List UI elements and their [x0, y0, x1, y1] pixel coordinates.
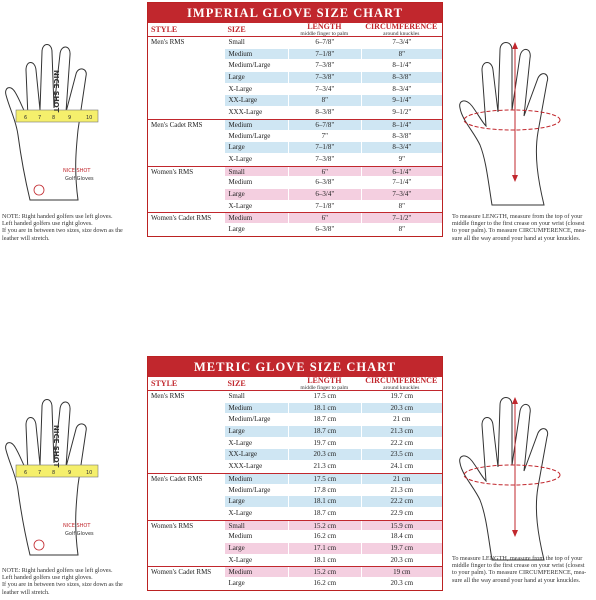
circumference-loop — [464, 110, 560, 130]
cell-length: 7–3/8" — [288, 60, 361, 71]
cell-style — [148, 131, 224, 142]
cell-circumference: 22.9 cm — [361, 508, 442, 519]
ruler-mark: 7 — [38, 470, 42, 476]
table-row — [148, 37, 442, 49]
glove-logo-icon — [34, 540, 44, 550]
cell-size: Medium — [224, 567, 288, 577]
table-row — [148, 426, 442, 438]
table-row — [148, 403, 442, 415]
cell-style — [148, 177, 224, 188]
cell-length: 7" — [288, 131, 361, 142]
cell-style — [148, 414, 224, 425]
note-line: to your palm). To measure CIRCUMFERENCE, mea- — [452, 569, 587, 577]
glove-brand-vertical: NICE SHOT — [52, 425, 60, 468]
table-row — [148, 520, 442, 532]
table-row — [148, 508, 442, 520]
cell-style: Men's Cadet RMS — [148, 120, 224, 130]
table-row — [148, 72, 442, 84]
note-line: NOTE: Right handed golfers use left gloves. — [2, 213, 113, 220]
chart-rows — [148, 37, 442, 236]
cell-size: X-Large — [224, 154, 288, 165]
note-line: Left handed golfers use right gloves. — [2, 220, 93, 228]
table-row — [148, 60, 442, 72]
cell-size: X-Large — [224, 438, 288, 449]
cell-length: 6–7/8" — [288, 120, 361, 130]
header-length-label: LENGTH — [307, 376, 342, 385]
cell-style: Men's RMS — [148, 37, 224, 48]
cell-style — [148, 189, 224, 200]
cell-circumference: 20.3 cm — [361, 578, 442, 589]
cell-size: XX-Large — [224, 449, 288, 460]
table-row — [148, 566, 442, 578]
cell-length: 15.2 cm — [288, 521, 361, 531]
cell-style — [148, 438, 224, 449]
glove-label: Golf Gloves — [65, 176, 94, 182]
ruler-mark: 6 — [24, 115, 28, 121]
cell-style — [148, 49, 224, 60]
table-row — [148, 119, 442, 131]
cell-circumference: 19.7 cm — [361, 391, 442, 402]
cell-style — [148, 496, 224, 507]
cell-style — [148, 72, 224, 83]
cell-length: 17.5 cm — [288, 474, 361, 484]
note-right-metric — [452, 555, 595, 584]
cell-length: 7–1/8" — [288, 142, 361, 153]
cell-circumference: 21 cm — [361, 414, 442, 425]
table-row — [148, 107, 442, 119]
note-line: Left handed golfers use right gloves. — [2, 574, 93, 582]
cell-style — [148, 142, 224, 153]
header-style: STYLE — [151, 379, 178, 388]
cell-style — [148, 508, 224, 519]
note-line: sure all the way around your hand at your knuckles. — [452, 234, 581, 242]
cell-circumference: 8" — [361, 201, 442, 212]
cell-length: 7–1/8" — [288, 49, 361, 60]
ruler-mark: 6 — [24, 470, 28, 476]
table-row — [148, 391, 442, 403]
glove-brand-vertical: NICE SHOT — [52, 70, 60, 113]
ruler-mark: 9 — [68, 470, 72, 476]
table-row — [148, 49, 442, 61]
note-left-imperial — [2, 213, 147, 242]
cell-circumference: 6–1/4" — [361, 167, 442, 177]
cell-style — [148, 449, 224, 460]
cell-size: Large — [224, 72, 288, 83]
cell-circumference: 9" — [361, 154, 442, 165]
cell-size: Large — [224, 543, 288, 554]
header-size: SIZE — [227, 379, 246, 388]
table-row — [148, 578, 442, 590]
cell-length: 18.1 cm — [288, 555, 361, 566]
ruler-mark: 10 — [86, 115, 93, 121]
cell-style: Men's RMS — [148, 391, 224, 402]
cell-size: X-Large — [224, 201, 288, 212]
table-row — [148, 201, 442, 213]
cell-length: 8" — [288, 95, 361, 106]
chart-title: METRIC GLOVE SIZE CHART — [148, 357, 442, 377]
glove-label: Golf Gloves — [65, 531, 94, 537]
note-right-imperial — [452, 213, 595, 242]
cell-size: Medium — [224, 120, 288, 130]
ruler-mark: 7 — [38, 115, 42, 121]
cell-circumference: 7–1/4" — [361, 177, 442, 188]
cell-style — [148, 201, 224, 212]
cell-circumference: 8–1/4" — [361, 120, 442, 130]
cell-size: Large — [224, 142, 288, 153]
cell-size: Medium — [224, 531, 288, 542]
arrow-head-icon — [512, 397, 518, 404]
note-line: middle finger to the first crease on your wrist (closest — [452, 220, 585, 228]
cell-circumference: 8" — [361, 49, 442, 60]
table-row — [148, 531, 442, 543]
table-row — [148, 154, 442, 166]
cell-size: Medium/Large — [224, 131, 288, 142]
table-row — [148, 438, 442, 450]
cell-style — [148, 84, 224, 95]
note-line: NOTE: Right handed golfers use left gloves. — [2, 567, 113, 574]
cell-circumference: 19 cm — [361, 567, 442, 577]
cell-circumference: 8" — [361, 224, 442, 235]
cell-circumference: 15.9 cm — [361, 521, 442, 531]
cell-style — [148, 555, 224, 566]
table-row — [148, 166, 442, 178]
header-length — [288, 23, 361, 36]
cell-length: 8–3/8" — [288, 107, 361, 118]
cell-length: 17.1 cm — [288, 543, 361, 554]
ruler-mark: 8 — [52, 470, 56, 476]
table-row — [148, 555, 442, 567]
cell-length: 20.3 cm — [288, 449, 361, 460]
cell-circumference: 7–3/4" — [361, 189, 442, 200]
header-length — [288, 377, 361, 390]
hand-measure-illustration — [452, 395, 592, 565]
cell-style: Women's Cadet RMS — [148, 213, 224, 223]
cell-size: Large — [224, 496, 288, 507]
cell-size: XX-Large — [224, 95, 288, 106]
header-circ-label: CIRCUMFERENCE — [365, 22, 438, 31]
cell-circumference: 7–1/2" — [361, 213, 442, 223]
cell-circumference: 20.3 cm — [361, 555, 442, 566]
table-row — [148, 543, 442, 555]
cell-style: Women's Cadet RMS — [148, 567, 224, 577]
cell-length: 18.7 cm — [288, 426, 361, 437]
glove-brand: NICE SHOT — [63, 523, 91, 529]
cell-size: XXX-Large — [224, 107, 288, 118]
cell-circumference: 8–3/4" — [361, 84, 442, 95]
cell-style — [148, 578, 224, 589]
ruler-mark: 9 — [68, 115, 72, 121]
cell-length: 18.1 cm — [288, 403, 361, 414]
cell-length: 7–3/8" — [288, 72, 361, 83]
header-circ-label: CIRCUMFERENCE — [365, 376, 438, 385]
note-line: To measure LENGTH, measure from the top of your — [452, 213, 583, 220]
cell-length: 6–3/4" — [288, 189, 361, 200]
cell-style — [148, 461, 224, 472]
cell-length: 6" — [288, 213, 361, 223]
note-line: middle finger to the first crease on your wrist (closest — [452, 562, 585, 570]
cell-style — [148, 426, 224, 437]
cell-length: 18.7 cm — [288, 508, 361, 519]
cell-style — [148, 403, 224, 414]
header-size: SIZE — [227, 25, 246, 34]
cell-length: 6–7/8" — [288, 37, 361, 48]
cell-circumference: 8–3/8" — [361, 131, 442, 142]
note-line: leather will stretch. — [2, 234, 50, 242]
header-style: STYLE — [151, 25, 178, 34]
cell-size: Medium — [224, 177, 288, 188]
cell-circumference: 22.2 cm — [361, 438, 442, 449]
cell-size: Medium/Large — [224, 60, 288, 71]
cell-size: Medium/Large — [224, 414, 288, 425]
cell-style: Men's Cadet RMS — [148, 474, 224, 484]
table-row — [148, 449, 442, 461]
cell-circumference: 8–3/4" — [361, 142, 442, 153]
cell-size: Medium — [224, 403, 288, 414]
cell-style — [148, 485, 224, 496]
cell-style: Women's RMS — [148, 167, 224, 177]
glove-brand: NICE SHOT — [63, 168, 91, 174]
chart-header-row — [148, 23, 442, 37]
table-row — [148, 177, 442, 189]
note-line: To measure LENGTH, measure from the top of your — [452, 555, 583, 562]
cell-length: 16.2 cm — [288, 578, 361, 589]
cell-length: 17.8 cm — [288, 485, 361, 496]
header-circumference — [361, 377, 442, 390]
imperial-size-chart — [147, 2, 443, 237]
table-row — [148, 131, 442, 143]
cell-length: 19.7 cm — [288, 438, 361, 449]
cell-circumference: 8–1/4" — [361, 60, 442, 71]
note-line: leather will stretch. — [2, 588, 50, 596]
cell-circumference: 20.3 cm — [361, 403, 442, 414]
note-line: to your palm). To measure CIRCUMFERENCE, mea- — [452, 227, 587, 235]
cell-length: 7–3/4" — [288, 84, 361, 95]
table-row — [148, 189, 442, 201]
cell-size: Medium — [224, 474, 288, 484]
metric-size-chart — [147, 356, 443, 591]
cell-length: 18.7 cm — [288, 414, 361, 425]
table-row — [148, 414, 442, 426]
note-left-metric — [2, 567, 147, 596]
cell-length: 16.2 cm — [288, 531, 361, 542]
chart-header-row — [148, 377, 442, 391]
cell-size: XXX-Large — [224, 461, 288, 472]
ruler-mark: 10 — [86, 470, 93, 476]
note-line: If you are in between two sizes, size down as the — [2, 227, 123, 235]
cell-length: 18.1 cm — [288, 496, 361, 507]
cell-circumference: 23.5 cm — [361, 449, 442, 460]
table-row — [148, 461, 442, 473]
table-row — [148, 95, 442, 107]
cell-size: Medium/Large — [224, 485, 288, 496]
cell-circumference: 18.4 cm — [361, 531, 442, 542]
cell-circumference: 21.3 cm — [361, 426, 442, 437]
cell-length: 6–3/8" — [288, 224, 361, 235]
glove-illustration — [2, 40, 142, 215]
arrow-head-icon — [512, 42, 518, 49]
cell-size: X-Large — [224, 84, 288, 95]
note-line: If you are in between two sizes, size down as the — [2, 581, 123, 589]
circumference-loop — [464, 465, 560, 485]
cell-style — [148, 543, 224, 554]
cell-size: X-Large — [224, 508, 288, 519]
cell-style: Women's RMS — [148, 521, 224, 531]
chart-rows — [148, 391, 442, 590]
cell-style — [148, 60, 224, 71]
cell-size: Medium — [224, 213, 288, 223]
cell-length: 15.2 cm — [288, 567, 361, 577]
glove-logo-icon — [34, 185, 44, 195]
cell-size: Large — [224, 224, 288, 235]
cell-circumference: 19.7 cm — [361, 543, 442, 554]
header-circ-sub: around knuckles — [383, 31, 420, 37]
cell-style — [148, 95, 224, 106]
cell-length: 17.5 cm — [288, 391, 361, 402]
chart-title: IMPERIAL GLOVE SIZE CHART — [148, 3, 442, 23]
cell-style — [148, 154, 224, 165]
cell-size: Small — [224, 167, 288, 177]
cell-circumference: 22.2 cm — [361, 496, 442, 507]
table-row — [148, 485, 442, 497]
cell-circumference: 8–3/8" — [361, 72, 442, 83]
arrow-head-icon — [512, 530, 518, 537]
cell-circumference: 21.3 cm — [361, 485, 442, 496]
cell-style — [148, 224, 224, 235]
table-row — [148, 473, 442, 485]
header-length-label: LENGTH — [307, 22, 342, 31]
ruler-mark: 8 — [52, 115, 56, 121]
cell-length: 6" — [288, 167, 361, 177]
cell-size: Large — [224, 426, 288, 437]
header-length-sub: middle finger to palm — [300, 385, 349, 391]
cell-circumference: 24.1 cm — [361, 461, 442, 472]
cell-length: 21.3 cm — [288, 461, 361, 472]
table-row — [148, 212, 442, 224]
cell-size: Large — [224, 189, 288, 200]
cell-size: X-Large — [224, 555, 288, 566]
cell-size: Small — [224, 37, 288, 48]
table-row — [148, 496, 442, 508]
header-length-sub: middle finger to palm — [300, 31, 349, 37]
cell-circumference: 21 cm — [361, 474, 442, 484]
hand-measure-illustration — [452, 40, 592, 210]
cell-circumference: 9–1/2" — [361, 107, 442, 118]
cell-length: 7–3/8" — [288, 154, 361, 165]
header-circ-sub: around knuckles — [383, 385, 420, 391]
note-line: sure all the way around your hand at your knuckles. — [452, 576, 581, 584]
arrow-head-icon — [512, 175, 518, 182]
table-row — [148, 224, 442, 236]
table-row — [148, 142, 442, 154]
cell-length: 7–1/8" — [288, 201, 361, 212]
cell-size: Small — [224, 521, 288, 531]
cell-style — [148, 531, 224, 542]
cell-size: Small — [224, 391, 288, 402]
glove-illustration — [2, 395, 142, 570]
cell-length: 6–3/8" — [288, 177, 361, 188]
cell-size: Large — [224, 578, 288, 589]
cell-size: Medium — [224, 49, 288, 60]
cell-style — [148, 107, 224, 118]
header-circumference — [361, 23, 442, 36]
table-row — [148, 84, 442, 96]
cell-circumference: 9–1/4" — [361, 95, 442, 106]
cell-circumference: 7–3/4" — [361, 37, 442, 48]
